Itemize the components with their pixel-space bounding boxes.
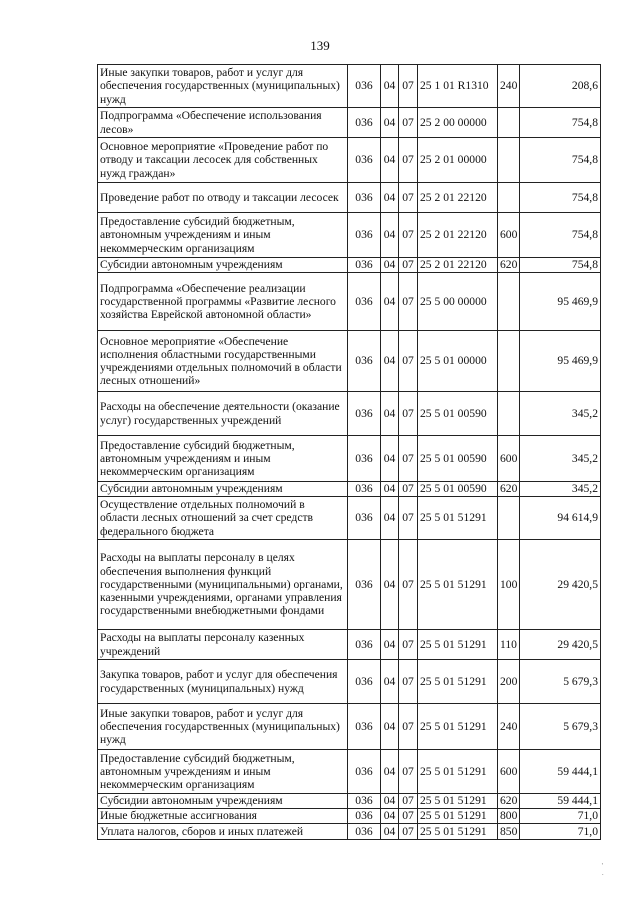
row-section-cell: 04 [381,704,399,750]
row-expense-type-cell: 200 [498,660,520,704]
row-target-article-cell: 25 5 01 51291 [418,630,498,660]
row-expense-type-cell: 600 [498,213,520,258]
row-target-article-cell: 25 5 01 51291 [418,809,498,824]
budget-table-body [98,65,601,840]
row-expense-type-cell: 620 [498,794,520,809]
table-row [98,258,601,273]
row-subsection-cell: 07 [399,273,418,331]
row-expense-type-cell: 100 [498,540,520,630]
table-row [98,704,601,750]
row-admin-code-cell: 036 [348,65,381,108]
row-name-cell: Основное мероприятие «Обеспечение исполнения областными государственными учреждениями отдельных полномочий в области лесных отношений» [98,331,348,392]
row-section-cell: 04 [381,824,399,840]
row-target-article-cell: 25 5 01 00590 [418,436,498,482]
row-name-cell: Основное мероприятие «Проведение работ по отводу и таксации лесосек для собственных нужд граждан» [98,138,348,183]
row-admin-code-cell: 036 [348,704,381,750]
row-subsection-cell: 07 [399,824,418,840]
row-subsection-cell: 07 [399,660,418,704]
row-section-cell: 04 [381,138,399,183]
row-admin-code-cell: 036 [348,794,381,809]
row-name-cell: Иные закупки товаров, работ и услуг для обеспечения государственных (муниципальных) нужд [98,704,348,750]
row-amount-cell: 95 469,9 [520,273,601,331]
row-name-cell: Субсидии автономным учреждениям [98,482,348,497]
row-admin-code-cell: 036 [348,750,381,794]
row-target-article-cell: 25 5 01 00000 [418,331,498,392]
row-subsection-cell: 07 [399,540,418,630]
row-section-cell: 04 [381,794,399,809]
row-amount-cell: 95 469,9 [520,331,601,392]
row-admin-code-cell: 036 [348,497,381,540]
table-row [98,794,601,809]
table-row [98,273,601,331]
row-expense-type-cell: 240 [498,704,520,750]
row-subsection-cell: 07 [399,138,418,183]
table-row [98,183,601,213]
row-section-cell: 04 [381,750,399,794]
table-row [98,750,601,794]
row-expense-type-cell [498,273,520,331]
row-name-cell: Иные закупки товаров, работ и услуг для обеспечения государственных (муниципальных) нужд [98,65,348,108]
row-target-article-cell: 25 2 01 00000 [418,138,498,183]
row-name-cell: Подпрограмма «Обеспечение реализации государственной программы «Развитие лесного хозяйства Еврейской автономной области» [98,273,348,331]
budget-table [97,64,601,840]
table-row [98,392,601,436]
page-number: 139 [310,38,330,53]
row-expense-type-cell: 800 [498,809,520,824]
row-subsection-cell: 07 [399,750,418,794]
table-row [98,65,601,108]
row-amount-cell: 29 420,5 [520,630,601,660]
table-row [98,138,601,183]
row-expense-type-cell [498,183,520,213]
row-amount-cell: 754,8 [520,213,601,258]
row-target-article-cell: 25 2 01 22120 [418,183,498,213]
row-subsection-cell: 07 [399,482,418,497]
row-section-cell: 04 [381,258,399,273]
row-amount-cell: 59 444,1 [520,794,601,809]
row-amount-cell: 208,6 [520,65,601,108]
row-amount-cell: 345,2 [520,392,601,436]
row-amount-cell: 754,8 [520,183,601,213]
table-row [98,482,601,497]
row-target-article-cell: 25 2 01 22120 [418,258,498,273]
row-amount-cell: 94 614,9 [520,497,601,540]
row-name-cell: Расходы на выплаты персоналу в целях обеспечения выполнения функций государственными (муниципальными) органами, казенными учреждениями, органами управления государственными внебюджетными фондами [98,540,348,630]
row-name-cell: Подпрограмма «Обеспечение использования лесов» [98,108,348,138]
row-target-article-cell: 25 1 01 R1310 [418,65,498,108]
table-row [98,331,601,392]
row-section-cell: 04 [381,630,399,660]
row-target-article-cell: 25 5 00 00000 [418,273,498,331]
row-expense-type-cell [498,392,520,436]
row-admin-code-cell: 036 [348,273,381,331]
row-subsection-cell: 07 [399,108,418,138]
table-row [98,809,601,824]
row-subsection-cell: 07 [399,213,418,258]
row-amount-cell: 754,8 [520,108,601,138]
table-row [98,660,601,704]
row-admin-code-cell: 036 [348,183,381,213]
row-name-cell: Закупка товаров, работ и услуг для обеспечения государственных (муниципальных) нужд [98,660,348,704]
row-name-cell: Предоставление субсидий бюджетным, автономным учреждениям и иным некоммерческим организациям [98,213,348,258]
row-name-cell: Расходы на выплаты персоналу казенных учреждений [98,630,348,660]
row-admin-code-cell: 036 [348,540,381,630]
table-row [98,630,601,660]
table-row [98,540,601,630]
row-expense-type-cell [498,331,520,392]
row-subsection-cell: 07 [399,258,418,273]
row-expense-type-cell: 600 [498,436,520,482]
row-section-cell: 04 [381,331,399,392]
table-row [98,824,601,840]
row-expense-type-cell: 620 [498,482,520,497]
row-subsection-cell: 07 [399,809,418,824]
row-expense-type-cell: 110 [498,630,520,660]
row-expense-type-cell [498,138,520,183]
row-target-article-cell: 25 5 01 51291 [418,540,498,630]
row-subsection-cell: 07 [399,497,418,540]
row-section-cell: 04 [381,540,399,630]
row-admin-code-cell: 036 [348,824,381,840]
row-admin-code-cell: 036 [348,108,381,138]
row-amount-cell: 345,2 [520,436,601,482]
row-admin-code-cell: 036 [348,660,381,704]
row-subsection-cell: 07 [399,392,418,436]
row-target-article-cell: 25 5 01 51291 [418,794,498,809]
row-section-cell: 04 [381,436,399,482]
row-name-cell: Расходы на обеспечение деятельности (оказание услуг) государственных учреждений [98,392,348,436]
table-row [98,213,601,258]
row-amount-cell: 29 420,5 [520,540,601,630]
table-row [98,108,601,138]
row-amount-cell: 5 679,3 [520,660,601,704]
row-name-cell: Субсидии автономным учреждениям [98,258,348,273]
row-section-cell: 04 [381,108,399,138]
row-target-article-cell: 25 5 01 51291 [418,824,498,840]
row-target-article-cell: 25 5 01 51291 [418,750,498,794]
row-amount-cell: 5 679,3 [520,704,601,750]
row-admin-code-cell: 036 [348,258,381,273]
row-subsection-cell: 07 [399,794,418,809]
row-target-article-cell: 25 5 01 00590 [418,482,498,497]
row-admin-code-cell: 036 [348,436,381,482]
row-target-article-cell: 25 5 01 51291 [418,704,498,750]
row-subsection-cell: 07 [399,331,418,392]
row-amount-cell: 59 444,1 [520,750,601,794]
row-amount-cell: 754,8 [520,138,601,183]
row-expense-type-cell: 600 [498,750,520,794]
row-section-cell: 04 [381,273,399,331]
row-expense-type-cell: 620 [498,258,520,273]
table-row [98,436,601,482]
row-name-cell: Осуществление отдельных полномочий в области лесных отношений за счет средств федерального бюджета [98,497,348,540]
row-admin-code-cell: 036 [348,331,381,392]
row-section-cell: 04 [381,65,399,108]
row-subsection-cell: 07 [399,65,418,108]
row-expense-type-cell [498,108,520,138]
row-amount-cell: 754,8 [520,258,601,273]
row-admin-code-cell: 036 [348,392,381,436]
row-expense-type-cell: 240 [498,65,520,108]
row-section-cell: 04 [381,497,399,540]
row-subsection-cell: 07 [399,436,418,482]
row-target-article-cell: 25 5 01 00590 [418,392,498,436]
row-subsection-cell: 07 [399,630,418,660]
row-name-cell: Уплата налогов, сборов и иных платежей [98,824,348,840]
row-admin-code-cell: 036 [348,809,381,824]
row-name-cell: Предоставление субсидий бюджетным, автономным учреждениям и иным некоммерческим организациям [98,750,348,794]
scan-edge-marks: ' · [601,862,604,879]
table-row [98,497,601,540]
row-name-cell: Предоставление субсидий бюджетным, автономным учреждениям и иным некоммерческим организациям [98,436,348,482]
row-name-cell: Субсидии автономным учреждениям [98,794,348,809]
row-subsection-cell: 07 [399,183,418,213]
row-target-article-cell: 25 2 01 22120 [418,213,498,258]
row-section-cell: 04 [381,809,399,824]
row-amount-cell: 71,0 [520,809,601,824]
row-target-article-cell: 25 5 01 51291 [418,497,498,540]
row-amount-cell: 71,0 [520,824,601,840]
row-amount-cell: 345,2 [520,482,601,497]
row-admin-code-cell: 036 [348,138,381,183]
row-name-cell: Иные бюджетные ассигнования [98,809,348,824]
row-subsection-cell: 07 [399,704,418,750]
row-section-cell: 04 [381,392,399,436]
row-target-article-cell: 25 2 00 00000 [418,108,498,138]
row-section-cell: 04 [381,213,399,258]
row-admin-code-cell: 036 [348,482,381,497]
row-expense-type-cell [498,497,520,540]
row-admin-code-cell: 036 [348,213,381,258]
row-admin-code-cell: 036 [348,630,381,660]
row-section-cell: 04 [381,183,399,213]
row-section-cell: 04 [381,482,399,497]
row-name-cell: Проведение работ по отводу и таксации лесосек [98,183,348,213]
row-target-article-cell: 25 5 01 51291 [418,660,498,704]
row-section-cell: 04 [381,660,399,704]
row-expense-type-cell: 850 [498,824,520,840]
